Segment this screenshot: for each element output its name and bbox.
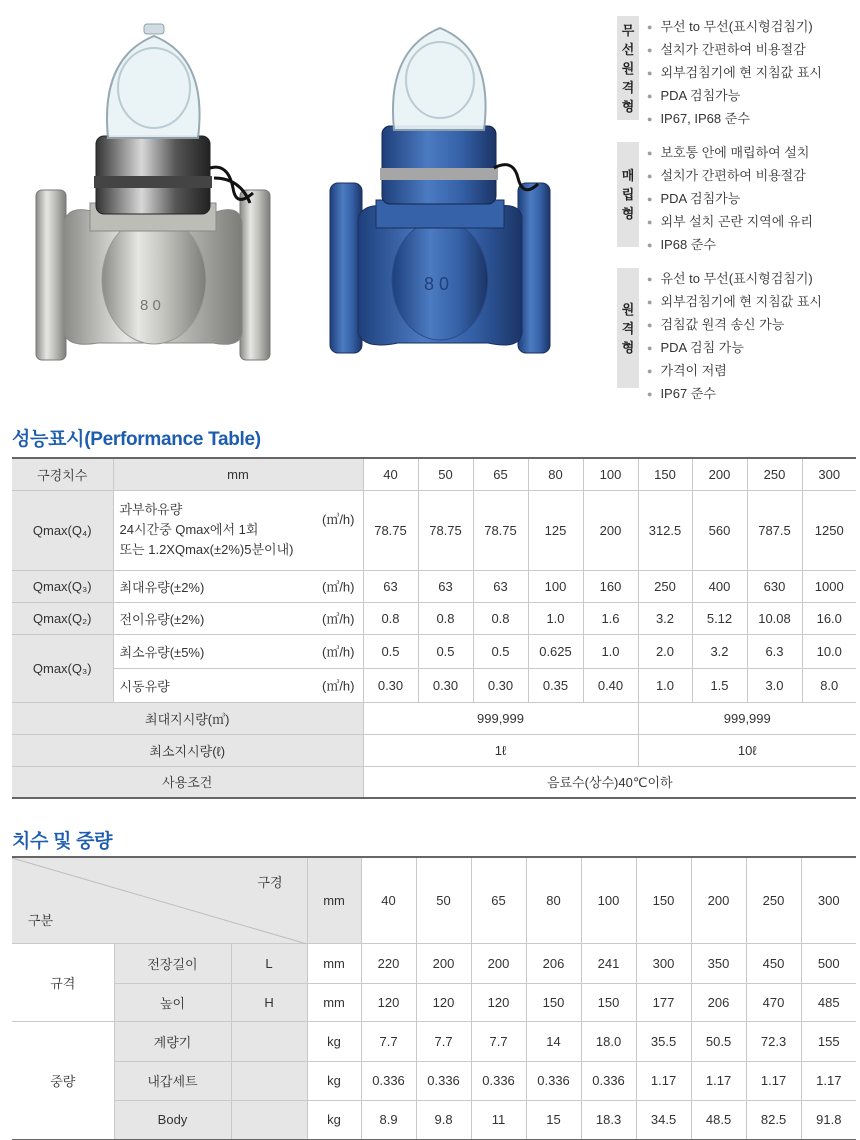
value-cell: 0.35: [528, 668, 583, 702]
blue-meter-photo: [328, 18, 558, 363]
value-cell: 787.5: [747, 490, 802, 570]
feature-item: ● 무선 to 무선(표시형검침기): [647, 16, 822, 39]
size-cell: 40: [363, 458, 418, 490]
diagonal-line: [12, 858, 307, 944]
value-cell: 5.12: [692, 602, 747, 634]
feature-item: ● 외부검침기에 현 지침값 표시: [647, 62, 822, 85]
value-cell: 500: [801, 943, 856, 983]
table-header-row: [12, 458, 856, 490]
table-row: [12, 702, 856, 734]
value-cell: 18.3: [581, 1100, 636, 1140]
value-cell: 91.8: [801, 1100, 856, 1140]
value-cell: 0.8: [473, 602, 528, 634]
blue-size-marking: 8 0: [424, 274, 450, 294]
value-cell: 0.8: [363, 602, 418, 634]
value-cell: 1.0: [583, 634, 638, 668]
value-cell: 630: [747, 570, 802, 602]
row-label: 사용조건: [12, 766, 363, 798]
row-label: Qmax(Q₄): [12, 490, 113, 570]
desc-cell: 시동유량 (㎥/h): [113, 668, 363, 702]
row-symbol: [231, 1061, 307, 1100]
feature-item: ● 유선 to 무선(표시형검침기): [647, 268, 822, 291]
feature-item: ● 설치가 간편하여 비용절감: [647, 165, 813, 188]
value-cell: 100: [528, 570, 583, 602]
size-cell: 300: [801, 857, 856, 943]
feature-item: ● 설치가 간편하여 비용절감: [647, 39, 822, 62]
value-cell: 10.08: [747, 602, 802, 634]
value-cell: 1.0: [638, 668, 692, 702]
value-cell: 1.17: [636, 1061, 691, 1100]
table-row: [12, 570, 856, 602]
feature-item: ● 외부 설치 곤란 지역에 유리: [647, 211, 813, 234]
value-cell: 120: [471, 983, 526, 1021]
size-cell: 80: [528, 458, 583, 490]
feature-item: ● IP67, IP68 준수: [647, 108, 822, 131]
table-header-row: [12, 857, 856, 943]
value-cell: 1.5: [692, 668, 747, 702]
size-cell: 40: [361, 857, 416, 943]
header-cell: mm: [307, 857, 361, 943]
feature-item: ● IP67 준수: [647, 383, 822, 406]
header-cell: 구경치수: [12, 458, 113, 490]
feature-remote: [617, 268, 849, 401]
size-cell: 250: [747, 458, 802, 490]
value-cell: 300: [636, 943, 691, 983]
row-symbol: [231, 1021, 307, 1061]
value-cell: 3.2: [692, 634, 747, 668]
size-cell: 65: [471, 857, 526, 943]
desc-cell: 최대유량(±2%) (㎥/h): [113, 570, 363, 602]
table-row: [12, 1061, 856, 1100]
value-cell: 350: [691, 943, 746, 983]
value-cell: 0.336: [361, 1061, 416, 1100]
size-cell: 150: [638, 458, 692, 490]
table-row: [12, 668, 856, 702]
value-cell: 2.0: [638, 634, 692, 668]
value-cell: 0.336: [471, 1061, 526, 1100]
table-row: [12, 983, 856, 1021]
value-cell: 470: [746, 983, 801, 1021]
table-row: [12, 943, 856, 983]
value-cell: 8.0: [802, 668, 856, 702]
feature-item: ● 가격이 저렴: [647, 360, 822, 383]
value-cell: 312.5: [638, 490, 692, 570]
size-cell: 200: [691, 857, 746, 943]
value-cell: 177: [636, 983, 691, 1021]
table-row: [12, 734, 856, 766]
value-cell: 120: [416, 983, 471, 1021]
value-cell: 78.75: [363, 490, 418, 570]
table-row: [12, 766, 856, 798]
value-cell: 999,999: [638, 702, 856, 734]
row-label: Qmax(Q₂): [12, 602, 113, 634]
value-cell: 16.0: [802, 602, 856, 634]
row-name: Body: [114, 1100, 231, 1140]
group-label: 규격: [12, 943, 114, 1021]
value-cell: 0.5: [473, 634, 528, 668]
value-cell: 0.30: [418, 668, 473, 702]
value-cell: 1.17: [691, 1061, 746, 1100]
value-cell: 3.2: [638, 602, 692, 634]
unit-cell: kg: [307, 1021, 361, 1061]
feature-label: 원 격 형: [617, 268, 639, 388]
value-cell: 7.7: [361, 1021, 416, 1061]
size-cell: 50: [418, 458, 473, 490]
value-cell: 0.5: [418, 634, 473, 668]
size-cell: 65: [473, 458, 528, 490]
size-cell: 50: [416, 857, 471, 943]
value-cell: 400: [692, 570, 747, 602]
row-label: 최소지시량(ℓ): [12, 734, 363, 766]
value-cell: 0.5: [363, 634, 418, 668]
value-cell: 1ℓ: [363, 734, 638, 766]
value-cell: 50.5: [691, 1021, 746, 1061]
size-cell: 100: [583, 458, 638, 490]
value-cell: 200: [416, 943, 471, 983]
feature-label: 무 선 원 격 형: [617, 16, 639, 120]
row-label: Qmax(Q₃): [12, 570, 113, 602]
table-row: [12, 634, 856, 668]
value-cell: 34.5: [636, 1100, 691, 1140]
feature-item: ● PDA 검침가능: [647, 85, 822, 108]
desc-cell: 과부하유량 24시간중 Qmax에서 1회 또는 1.2XQmax(±2%)5분이내) (㎥/h): [113, 490, 363, 570]
value-cell: 0.625: [528, 634, 583, 668]
value-cell: 125: [528, 490, 583, 570]
value-cell: 35.5: [636, 1021, 691, 1061]
feature-wireless: [617, 16, 849, 126]
value-cell: 206: [691, 983, 746, 1021]
value-cell: 220: [361, 943, 416, 983]
value-cell: 1000: [802, 570, 856, 602]
size-cell: 250: [746, 857, 801, 943]
diagonal-header-cell: 구경 구분: [12, 857, 307, 943]
header-cell: mm: [113, 458, 363, 490]
value-cell: 560: [692, 490, 747, 570]
unit-cell: kg: [307, 1100, 361, 1140]
value-cell: 78.75: [418, 490, 473, 570]
size-cell: 80: [526, 857, 581, 943]
value-cell: 0.40: [583, 668, 638, 702]
row-symbol: H: [231, 983, 307, 1021]
value-cell: 0.336: [416, 1061, 471, 1100]
value-cell: 1.0: [528, 602, 583, 634]
feature-item: ● IP68 준수: [647, 234, 813, 257]
value-cell: 160: [583, 570, 638, 602]
unit-cell: kg: [307, 1061, 361, 1100]
value-cell: 3.0: [747, 668, 802, 702]
unit-cell: mm: [307, 983, 361, 1021]
value-cell: 0.336: [581, 1061, 636, 1100]
row-label: 최대지시량(㎥): [12, 702, 363, 734]
desc-cell: 전이유량(±2%) (㎥/h): [113, 602, 363, 634]
value-cell: 78.75: [473, 490, 528, 570]
value-cell: 120: [361, 983, 416, 1021]
value-cell: 10.0: [802, 634, 856, 668]
performance-title: 성능표시(Performance Table): [12, 429, 261, 450]
value-cell: 999,999: [363, 702, 638, 734]
value-cell: 0.30: [363, 668, 418, 702]
value-cell: 485: [801, 983, 856, 1021]
value-cell: 10ℓ: [638, 734, 856, 766]
value-cell: 6.3: [747, 634, 802, 668]
value-cell: 음료수(상수)40℃이하: [363, 766, 856, 798]
value-cell: 1.17: [746, 1061, 801, 1100]
size-cell: 150: [636, 857, 691, 943]
dimension-title: 치수 및 중량: [12, 831, 113, 852]
silver-size-marking: 8 0: [140, 297, 161, 314]
value-cell: 11: [471, 1100, 526, 1140]
value-cell: 200: [583, 490, 638, 570]
silver-meter-photo: [28, 18, 278, 378]
value-cell: 200: [471, 943, 526, 983]
value-cell: 450: [746, 943, 801, 983]
feature-item: ● 검침값 원격 송신 가능: [647, 314, 822, 337]
unit-cell: mm: [307, 943, 361, 983]
size-cell: 100: [581, 857, 636, 943]
performance-table: [12, 457, 856, 799]
value-cell: 241: [581, 943, 636, 983]
value-cell: 0.30: [473, 668, 528, 702]
value-cell: 72.3: [746, 1021, 801, 1061]
value-cell: 82.5: [746, 1100, 801, 1140]
value-cell: 18.0: [581, 1021, 636, 1061]
table-row: [12, 1100, 856, 1140]
value-cell: 150: [526, 983, 581, 1021]
dimension-table: [12, 856, 856, 1140]
row-symbol: L: [231, 943, 307, 983]
feature-item: ● 보호통 안에 매립하여 설치: [647, 142, 813, 165]
value-cell: 63: [363, 570, 418, 602]
row-name: 높이: [114, 983, 231, 1021]
value-cell: 7.7: [416, 1021, 471, 1061]
row-symbol: [231, 1100, 307, 1140]
feature-label: 매 립 형: [617, 142, 639, 247]
row-label: Qmax(Q₃): [12, 634, 113, 702]
value-cell: 8.9: [361, 1100, 416, 1140]
table-row: [12, 490, 856, 570]
table-row: [12, 1021, 856, 1061]
value-cell: 206: [526, 943, 581, 983]
feature-buried: [617, 142, 849, 252]
desc-cell: 최소유량(±5%) (㎥/h): [113, 634, 363, 668]
value-cell: 9.8: [416, 1100, 471, 1140]
value-cell: 14: [526, 1021, 581, 1061]
value-cell: 1.17: [801, 1061, 856, 1100]
group-label: 중량: [12, 1021, 114, 1140]
feature-item: ● PDA 검침가능: [647, 188, 813, 211]
table-row: [12, 602, 856, 634]
value-cell: 150: [581, 983, 636, 1021]
value-cell: 0.8: [418, 602, 473, 634]
feature-item: ● PDA 검침 가능: [647, 337, 822, 360]
value-cell: 1.6: [583, 602, 638, 634]
value-cell: 48.5: [691, 1100, 746, 1140]
row-name: 전장길이: [114, 943, 231, 983]
value-cell: 1250: [802, 490, 856, 570]
value-cell: 250: [638, 570, 692, 602]
value-cell: 63: [473, 570, 528, 602]
value-cell: 0.336: [526, 1061, 581, 1100]
size-cell: 200: [692, 458, 747, 490]
value-cell: 63: [418, 570, 473, 602]
size-cell: 300: [802, 458, 856, 490]
value-cell: 155: [801, 1021, 856, 1061]
value-cell: 7.7: [471, 1021, 526, 1061]
row-name: 내갑세트: [114, 1061, 231, 1100]
feature-item: ● 외부검침기에 현 지침값 표시: [647, 291, 822, 314]
value-cell: 15: [526, 1100, 581, 1140]
row-name: 계량기: [114, 1021, 231, 1061]
